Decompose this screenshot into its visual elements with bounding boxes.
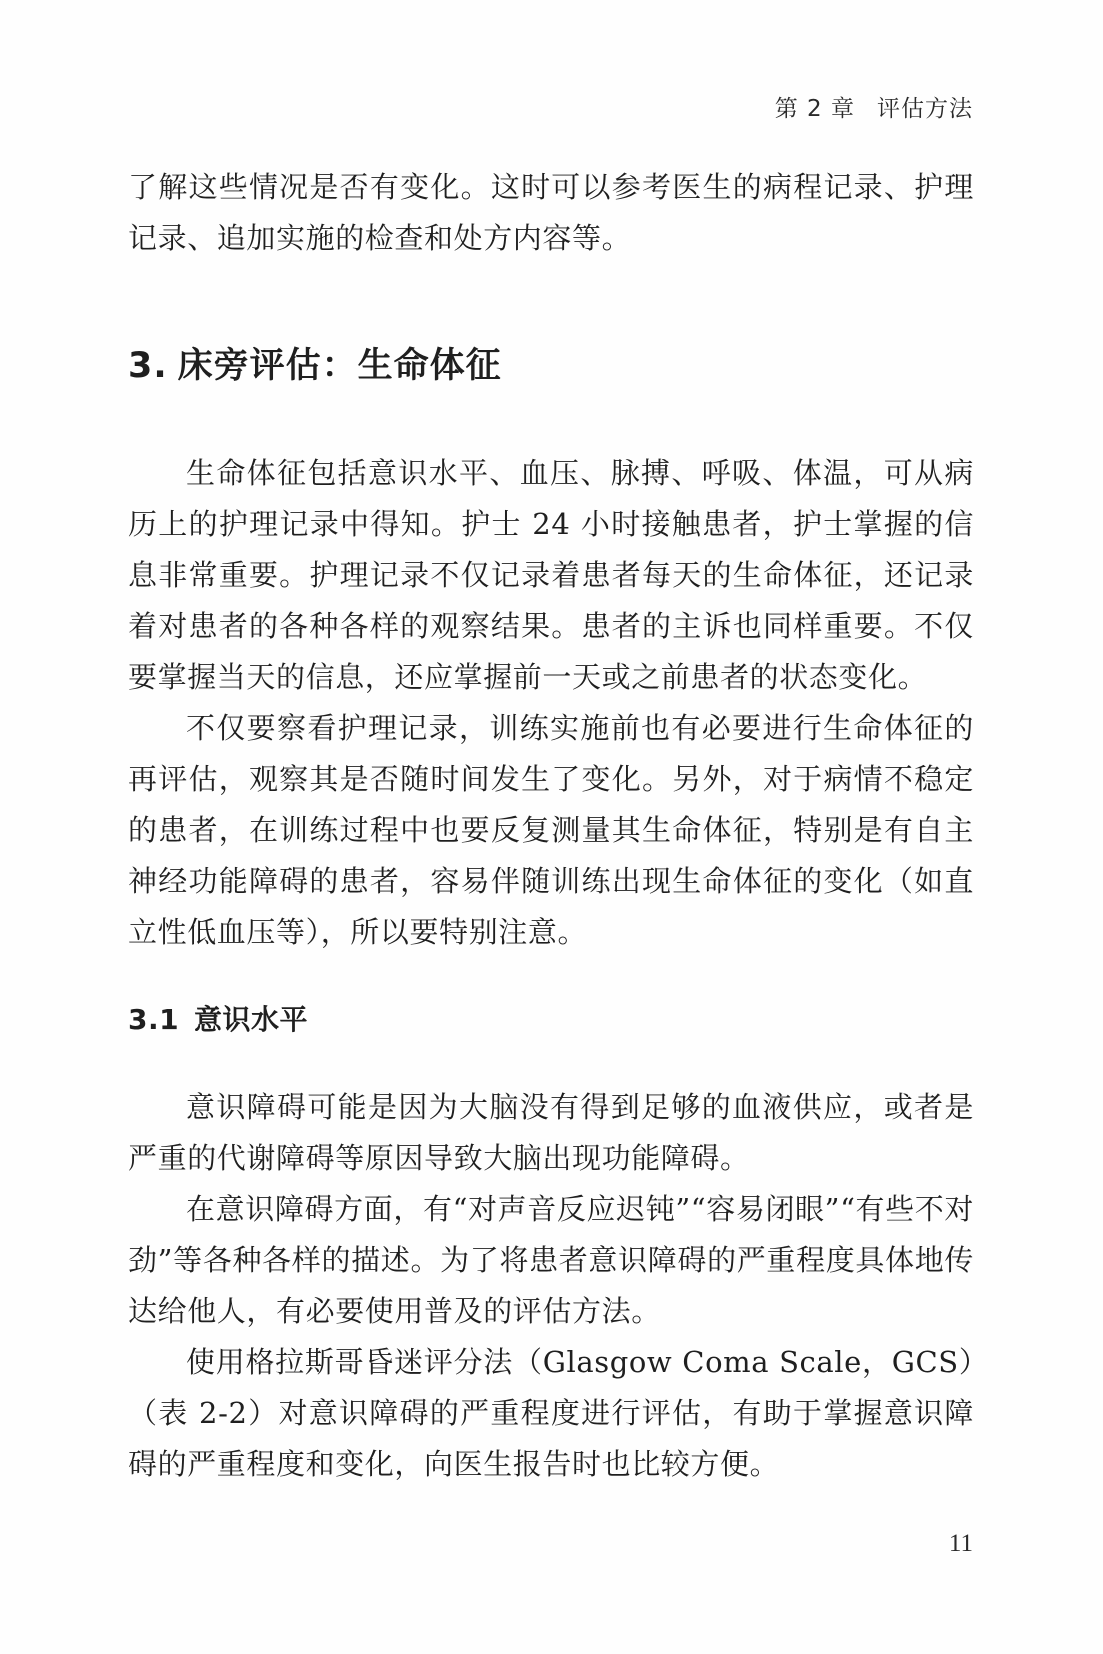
section-paragraph: 生命体征包括意识水平、血压、脉搏、呼吸、体温，可从病历上的护理记录中得知。护士 24 小时接触患者，护士掌握的信息非常重要。护理记录不仅记录着患者每天的生命体征，还记录着对患者的各种各样的观察结果。患者的主诉也同样重要。不仅要掌握当天的信息，还应掌握前一天或之前患者的状态变化。 [128,456,974,694]
subsection-paragraph: 意识障碍可能是因为大脑没有得到足够的血液供应，或者是严重的代谢障碍等原因导致大脑出现功能障碍。 [128,1090,974,1175]
subsection-number: 3.1 [128,1003,180,1036]
intro-paragraph: 了解这些情况是否有变化。这时可以参考医生的病程记录、护理记录、追加实施的检查和处方内容等。 [128,170,974,255]
chapter-title: 评估方法 [877,96,973,122]
page-number: 11 [948,1530,973,1557]
section-title: 床旁评估：生命体征 [177,346,502,386]
subsection-heading [128,998,974,1038]
section-paragraph: 不仅要察看护理记录，训练实施前也有必要进行生命体征的再评估，观察其是否随时间发生了变化。另外，对于病情不稳定的患者，在训练过程中也要反复测量其生命体征，特别是有自主神经功能障碍的患者，容易伴随训练出现生命体征的变化（如直立性低血压等），所以要特别注意。 [128,711,974,949]
running-header [775,90,973,123]
chapter-number: 第 2 章 [774,96,855,122]
section-heading [128,338,974,388]
subsection-title: 意识水平 [194,1003,309,1036]
subsection-paragraph: 在意识障碍方面，有“对声音反应迟钝”“容易闭眼”“有些不对劲”等各种各样的描述。为了将患者意识障碍的严重程度具体地传达给他人，有必要使用普及的评估方法。 [128,1192,974,1328]
page-content [128,162,974,1490]
section-number: 3. [128,346,168,386]
subsection-paragraph: 使用格拉斯哥昏迷评分法（Glasgow Coma Scale，GCS）（表 2-2）对意识障碍的严重程度进行评估，有助于掌握意识障碍的严重程度和变化，向医生报告时也比较方便。 [128,1345,974,1481]
